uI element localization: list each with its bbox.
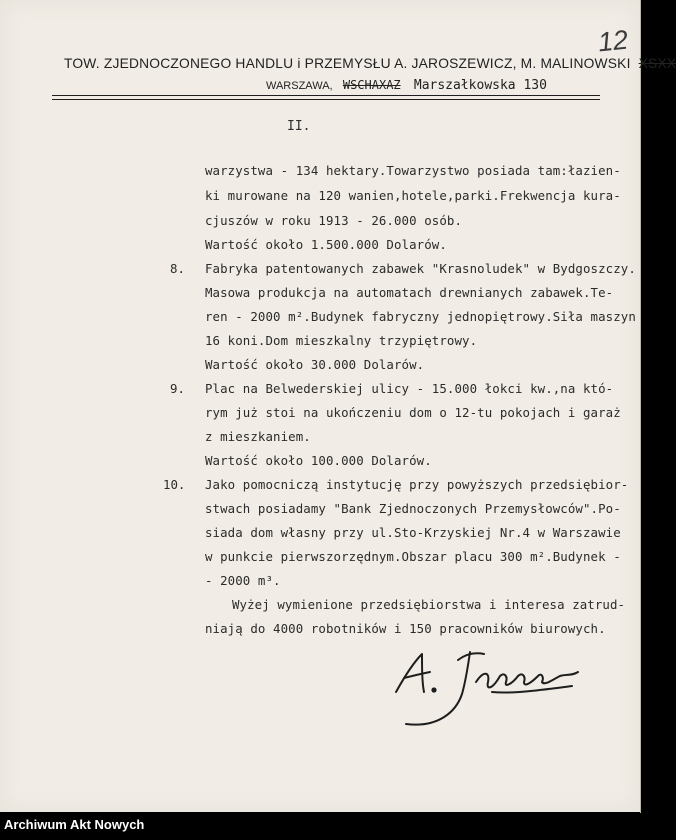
item-number: 9. [170,381,185,396]
text-line: Plac na Belwederskiej ulicy - 15.000 łokci kw.,na któ- [205,381,614,396]
text-line: Fabryka patentowanych zabawek "Krasnoludek" w Bydgoszczy. [205,261,636,276]
archive-name: Archiwum Akt Nowych [4,817,145,832]
text-line: stwach posiadamy "Bank Zjednoczonych Przemysłowców".Po- [205,501,621,516]
text-line: Wartość około 30.000 Dolarów. [205,357,425,372]
text-line: Wartość około 1.500.000 Dolarów. [205,237,447,252]
letterhead-address [266,78,547,93]
text-line: 16 koni.Dom mieszkalny trzypiętrowy. [205,333,478,348]
text-line: rym już stoi na ukończeniu dom o 12-tu pokojach i garaż [205,405,621,420]
text-line: - 2000 m³. [205,573,281,588]
address-city: WARSZAWA, [266,80,333,92]
letterhead-rule-bottom [52,99,600,100]
letterhead [64,56,676,71]
address-street: Marszałkowska 130 [413,78,547,93]
text-line: cjuszów w roku 1913 - 26.000 osób. [205,213,463,228]
text-line: warzystwa - 134 hektary.Towarzystwo posiada tam:łazien- [205,163,621,178]
text-line: Wyżej wymienione przedsiębiorstwa i interesa zatrud- [232,597,626,612]
text-line: siada dom własny przy ul.Sto-Krzyskiej Nr.4 w Warszawie [205,525,621,540]
text-line: w punkcie pierwszorzędnym.Obszar placu 300 m².Budynek - [205,549,621,564]
item-number: 10. [163,477,186,492]
text-line: Wartość około 100.000 Dolarów. [205,453,432,468]
letterhead-company: TOW. ZJEDNOCZONEGO HANDLU i PRZEMYSŁU A. JAROSZEWICZ, M. MALINOWSKI [64,56,631,71]
section-number: II. [287,119,311,134]
letterhead-company-struck: XSXX [638,56,676,71]
handwritten-page-number: 12 [596,24,630,58]
letterhead-rule-top [52,95,600,96]
item-number: 8. [170,261,185,276]
text-line: niają do 4000 robotników i 150 pracowników biurowych. [205,621,606,636]
signature-image [392,632,582,732]
text-line: ki murowane na 120 wanien,hotele,parki.Frekwencja kura- [205,188,621,203]
text-line: Masowa produkcja na automatach drewnianych zabawek.Te- [205,285,614,300]
address-struck-street: WSCHAXAZ [342,78,401,92]
text-line: ren - 2000 m².Budynek fabryczny jednopiętrowy.Siła maszyn [205,309,636,324]
text-line: Jako pomocniczą instytucję przy powyższych przedsiębior- [205,477,629,492]
text-line: z mieszkaniem. [205,429,311,444]
archive-footer [0,812,640,840]
